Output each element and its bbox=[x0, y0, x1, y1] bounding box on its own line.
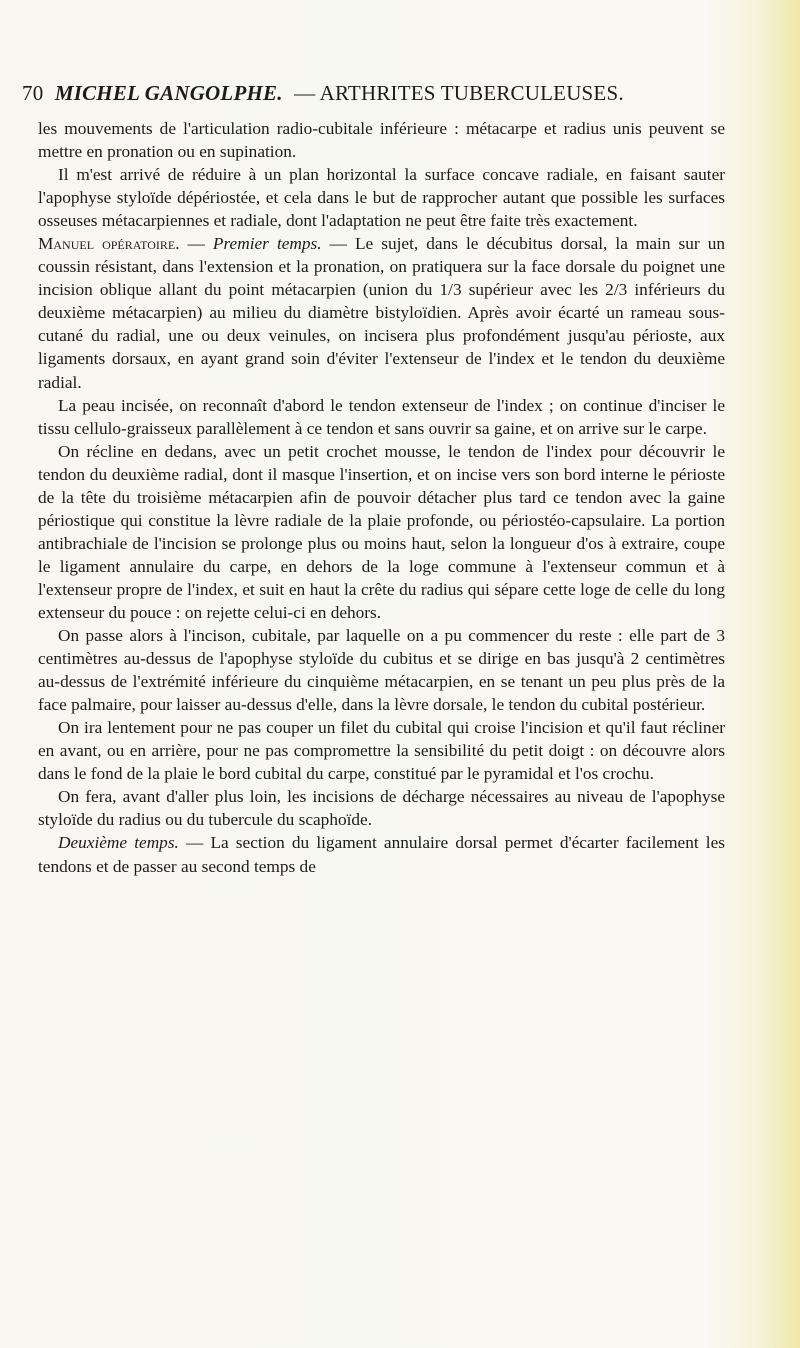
paragraph: On récline en dedans, avec un petit crochet mousse, le tendon de l'index pour découvrir le tendon du deuxième radial, dont il masque l'insertion, et on incise vers son bord interne le périoste de la tête du troisième métacarpien afin de pouvoir détacher plus tard ce tendon avec la gaine périostique qui constitue la lèvre radiale de la plaie profonde, ou périostéo-capsulaire. La portion antibrachiale de l'incision se prolonge plus ou moins haut, selon la longueur d'os à extraire, coupe le ligament annulaire du carpe, en dehors de la loge commune à l'extenseur commun et à l'extenseur propre de l'index, et suit en haut la crête du radius qui sépare cette loge de celle du long extenseur du pouce : on rejette celui-ci en dehors. bbox=[38, 441, 725, 622]
paragraph-deuxieme-temps bbox=[38, 831, 725, 877]
paragraph: On fera, avant d'aller plus loin, les incisions de décharge nécessaires au niveau de l'apophyse styloïde du radius ou du tubercule du scaphoïde. bbox=[38, 787, 725, 830]
paragraph-text: Le sujet, dans le décubitus dorsal, la main sur un coussin résistant, dans l'extension et la pronation, on pratiquera sur la face dorsale du poignet une incision oblique allant du point métacarpien (union du 1/3 supérieur avec les 2/3 inférieurs du deuxième métacarpien) au milieu du diamètre bistyloïdien. Après avoir écarté un rameau sous-cutané du radial, une ou deux veinules, on incisera plus profondément jusqu'au périoste, aux ligaments dorsaux, en ayant grand soin d'éviter l'extenseur de l'index et le tendon du deuxième radial. bbox=[38, 234, 725, 392]
section-label: Manuel opératoire. bbox=[38, 234, 180, 254]
paragraph: Il m'est arrivé de réduire à un plan horizontal la surface concave radiale, en faisant sauter l'apophyse styloïde dépériostée, et cela dans le but de rapprocher autant que possible les surfaces osseuses métacarpiennes et radiale, dont l'adaptation ne peut être faite très exactement. bbox=[38, 165, 725, 231]
body-text bbox=[38, 117, 725, 878]
author-name: MICHEL GANGOLPHE. bbox=[54, 81, 283, 105]
running-head bbox=[22, 81, 712, 111]
subsection-label: Premier temps. bbox=[212, 234, 322, 254]
dash: — bbox=[178, 833, 211, 853]
chapter-title: — ARTHRITES TUBERCULEUSES. bbox=[294, 81, 624, 105]
paragraph: On passe alors à l'incison, cubitale, par laquelle on a pu commencer du reste : elle part de 3 centimètres au-dessus de l'apophyse styloïde du cubitus et se dirige en bas jusqu'à 2 centimètres au-dessus de l'extrémité inférieure du cinquième métacarpien, en se tenant un peu plus près de la face palmaire, pour laisser au-dessus d'elle, dans la lèvre dorsale, le tendon du cubital postérieur. bbox=[38, 626, 725, 715]
paragraph-manuel-operatoire bbox=[38, 232, 725, 393]
dash: — bbox=[321, 234, 355, 254]
subsection-label: Deuxième temps. bbox=[58, 833, 179, 853]
paragraph: les mouvements de l'articulation radio-cubitale inférieure : métacarpe et radius unis peuvent se mettre en pronation ou en supination. bbox=[38, 119, 725, 162]
dash: — bbox=[179, 234, 213, 254]
paragraph: La peau incisée, on reconnaît d'abord le tendon extenseur de l'index ; on continue d'inciser le tissu cellulo-graisseux parallèlement à ce tendon et sans ouvrir sa gaine, et on arrive sur le carpe. bbox=[38, 395, 725, 438]
paragraph: On ira lentement pour ne pas couper un filet du cubital qui croise l'incision et qu'il faut récliner en avant, ou en arrière, pour ne pas compromettre la sensibilité du petit doigt : on découvre alors dans le fond de la plaie le bord cubital du carpe, constitué par le pyramidal et l'os crochu. bbox=[38, 718, 725, 784]
paragraph-text: La section du ligament annulaire dorsal permet d'écarter facilement les tendons et de passer au second temps de bbox=[38, 833, 725, 876]
page-number: 70 bbox=[22, 81, 44, 105]
